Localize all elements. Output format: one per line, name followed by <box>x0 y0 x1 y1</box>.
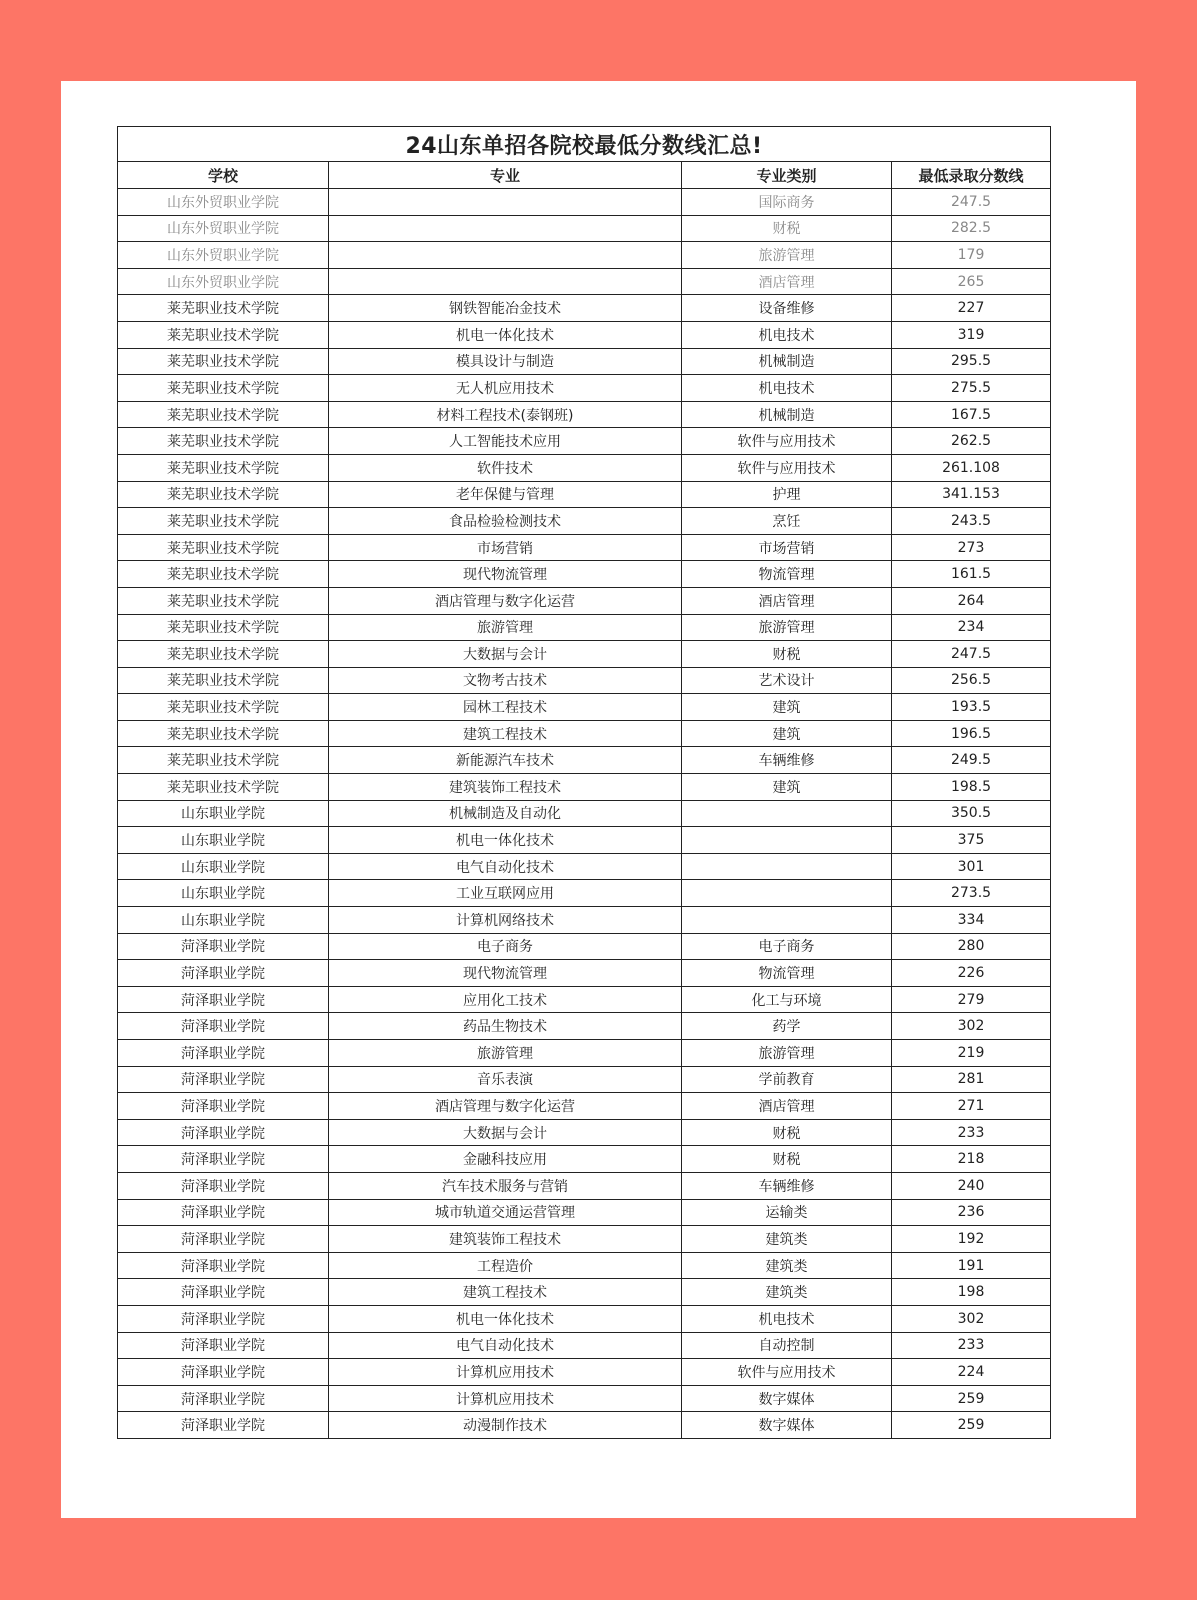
cell-school: 菏泽职业学院 <box>118 1252 329 1279</box>
cell-category: 软件与应用技术 <box>682 454 892 481</box>
cell-school: 菏泽职业学院 <box>118 1172 329 1199</box>
cell-major: 酒店管理与数字化运营 <box>329 587 682 614</box>
cell-major: 现代物流管理 <box>329 561 682 588</box>
cell-major <box>329 215 682 242</box>
cell-min-score: 262.5 <box>892 428 1051 455</box>
cell-major: 汽车技术服务与营销 <box>329 1172 682 1199</box>
cell-major: 大数据与会计 <box>329 1119 682 1146</box>
table-row <box>118 747 1051 774</box>
cell-major: 电气自动化技术 <box>329 853 682 880</box>
cell-min-score: 247.5 <box>892 189 1051 216</box>
paper-sheet <box>61 81 1136 1518</box>
table-row <box>118 960 1051 987</box>
cell-major: 建筑工程技术 <box>329 720 682 747</box>
cell-school: 菏泽职业学院 <box>118 933 329 960</box>
cell-major <box>329 242 682 269</box>
cell-category: 市场营销 <box>682 534 892 561</box>
cell-min-score: 234 <box>892 614 1051 641</box>
cell-category <box>682 827 892 854</box>
cell-school: 菏泽职业学院 <box>118 1412 329 1439</box>
cell-school: 莱芜职业技术学院 <box>118 641 329 668</box>
cell-min-score: 271 <box>892 1093 1051 1120</box>
cell-school: 莱芜职业技术学院 <box>118 720 329 747</box>
cell-min-score: 273.5 <box>892 880 1051 907</box>
cell-min-score: 275.5 <box>892 375 1051 402</box>
cell-school: 莱芜职业技术学院 <box>118 747 329 774</box>
cell-min-score: 261.108 <box>892 454 1051 481</box>
cell-school: 莱芜职业技术学院 <box>118 534 329 561</box>
cell-major: 模具设计与制造 <box>329 348 682 375</box>
cell-min-score: 375 <box>892 827 1051 854</box>
cell-category: 物流管理 <box>682 561 892 588</box>
cell-major: 园林工程技术 <box>329 694 682 721</box>
cell-category: 旅游管理 <box>682 1040 892 1067</box>
cell-major: 城市轨道交通运营管理 <box>329 1199 682 1226</box>
cell-major: 市场营销 <box>329 534 682 561</box>
table-row <box>118 933 1051 960</box>
cell-school: 山东职业学院 <box>118 853 329 880</box>
cell-school: 菏泽职业学院 <box>118 1119 329 1146</box>
table-body <box>118 189 1051 1439</box>
table-row <box>118 534 1051 561</box>
cell-category: 物流管理 <box>682 960 892 987</box>
cell-major: 电气自动化技术 <box>329 1332 682 1359</box>
cell-major <box>329 189 682 216</box>
cell-min-score: 265 <box>892 268 1051 295</box>
cell-school: 菏泽职业学院 <box>118 1093 329 1120</box>
cell-min-score: 226 <box>892 960 1051 987</box>
cell-min-score: 259 <box>892 1385 1051 1412</box>
table-row <box>118 508 1051 535</box>
cell-min-score: 249.5 <box>892 747 1051 774</box>
table-row <box>118 1013 1051 1040</box>
cell-category: 建筑类 <box>682 1252 892 1279</box>
table-row <box>118 1305 1051 1332</box>
cell-category: 财税 <box>682 215 892 242</box>
cell-min-score: 256.5 <box>892 667 1051 694</box>
cell-category: 机械制造 <box>682 401 892 428</box>
cell-category: 烹饪 <box>682 508 892 535</box>
cell-major: 动漫制作技术 <box>329 1412 682 1439</box>
cell-category: 学前教育 <box>682 1066 892 1093</box>
cell-major: 旅游管理 <box>329 614 682 641</box>
cell-category: 机电技术 <box>682 375 892 402</box>
cell-category: 运输类 <box>682 1199 892 1226</box>
cell-min-score: 334 <box>892 907 1051 934</box>
cell-school: 菏泽职业学院 <box>118 986 329 1013</box>
cell-category: 财税 <box>682 641 892 668</box>
cell-school: 菏泽职业学院 <box>118 960 329 987</box>
table-row <box>118 720 1051 747</box>
cell-min-score: 233 <box>892 1119 1051 1146</box>
cell-major: 建筑工程技术 <box>329 1279 682 1306</box>
cell-min-score: 302 <box>892 1013 1051 1040</box>
header-school: 学校 <box>118 162 329 189</box>
cell-major: 机电一体化技术 <box>329 827 682 854</box>
table-row <box>118 986 1051 1013</box>
cell-category <box>682 800 892 827</box>
cell-min-score: 301 <box>892 853 1051 880</box>
table-row <box>118 428 1051 455</box>
score-table-container <box>117 126 1050 1439</box>
table-row <box>118 1252 1051 1279</box>
cell-school: 莱芜职业技术学院 <box>118 587 329 614</box>
table-row <box>118 907 1051 934</box>
table-row <box>118 1226 1051 1253</box>
cell-min-score: 236 <box>892 1199 1051 1226</box>
cell-min-score: 218 <box>892 1146 1051 1173</box>
cell-major: 软件技术 <box>329 454 682 481</box>
cell-min-score: 319 <box>892 321 1051 348</box>
cell-min-score: 282.5 <box>892 215 1051 242</box>
cell-category: 财税 <box>682 1146 892 1173</box>
cell-major: 药品生物技术 <box>329 1013 682 1040</box>
cell-min-score: 279 <box>892 986 1051 1013</box>
cell-category: 数字媒体 <box>682 1385 892 1412</box>
cell-major: 建筑装饰工程技术 <box>329 774 682 801</box>
cell-school: 菏泽职业学院 <box>118 1359 329 1386</box>
cell-category: 国际商务 <box>682 189 892 216</box>
cell-school: 莱芜职业技术学院 <box>118 401 329 428</box>
cell-min-score: 196.5 <box>892 720 1051 747</box>
table-row <box>118 268 1051 295</box>
cell-major: 人工智能技术应用 <box>329 428 682 455</box>
cell-major: 计算机网络技术 <box>329 907 682 934</box>
cell-min-score: 198 <box>892 1279 1051 1306</box>
header-category: 专业类别 <box>682 162 892 189</box>
cell-min-score: 198.5 <box>892 774 1051 801</box>
cell-category <box>682 853 892 880</box>
cell-school: 菏泽职业学院 <box>118 1385 329 1412</box>
cell-school: 莱芜职业技术学院 <box>118 321 329 348</box>
cell-category: 建筑 <box>682 694 892 721</box>
cell-school: 莱芜职业技术学院 <box>118 667 329 694</box>
cell-min-score: 224 <box>892 1359 1051 1386</box>
cell-major: 机电一体化技术 <box>329 1305 682 1332</box>
table-row <box>118 1199 1051 1226</box>
cell-major: 建筑装饰工程技术 <box>329 1226 682 1253</box>
cell-school: 菏泽职业学院 <box>118 1146 329 1173</box>
cell-school: 莱芜职业技术学院 <box>118 375 329 402</box>
table-row <box>118 1359 1051 1386</box>
cell-major: 金融科技应用 <box>329 1146 682 1173</box>
table-row <box>118 827 1051 854</box>
cell-min-score: 281 <box>892 1066 1051 1093</box>
cell-school: 山东外贸职业学院 <box>118 268 329 295</box>
cell-major: 工业互联网应用 <box>329 880 682 907</box>
cell-school: 菏泽职业学院 <box>118 1040 329 1067</box>
cell-category: 软件与应用技术 <box>682 1359 892 1386</box>
header-row <box>118 162 1051 189</box>
cell-school: 山东职业学院 <box>118 800 329 827</box>
cell-min-score: 341.153 <box>892 481 1051 508</box>
table-row <box>118 694 1051 721</box>
cell-category: 化工与环境 <box>682 986 892 1013</box>
cell-school: 莱芜职业技术学院 <box>118 348 329 375</box>
cell-category: 酒店管理 <box>682 268 892 295</box>
cell-min-score: 280 <box>892 933 1051 960</box>
cell-school: 菏泽职业学院 <box>118 1013 329 1040</box>
cell-min-score: 192 <box>892 1226 1051 1253</box>
cell-school: 菏泽职业学院 <box>118 1305 329 1332</box>
cell-min-score: 233 <box>892 1332 1051 1359</box>
cell-category: 旅游管理 <box>682 614 892 641</box>
cell-major: 无人机应用技术 <box>329 375 682 402</box>
cell-school: 菏泽职业学院 <box>118 1226 329 1253</box>
cell-school: 山东职业学院 <box>118 907 329 934</box>
cell-min-score: 247.5 <box>892 641 1051 668</box>
cell-major: 食品检验检测技术 <box>329 508 682 535</box>
table-row <box>118 1040 1051 1067</box>
table-row <box>118 880 1051 907</box>
cell-min-score: 259 <box>892 1412 1051 1439</box>
cell-school: 莱芜职业技术学院 <box>118 428 329 455</box>
cell-major: 应用化工技术 <box>329 986 682 1013</box>
cell-major: 计算机应用技术 <box>329 1359 682 1386</box>
table-row <box>118 1093 1051 1120</box>
cell-school: 莱芜职业技术学院 <box>118 774 329 801</box>
cell-min-score: 161.5 <box>892 561 1051 588</box>
cell-min-score: 240 <box>892 1172 1051 1199</box>
table-row <box>118 1172 1051 1199</box>
cell-school: 菏泽职业学院 <box>118 1332 329 1359</box>
cell-school: 山东外贸职业学院 <box>118 242 329 269</box>
cell-min-score: 264 <box>892 587 1051 614</box>
cell-major: 酒店管理与数字化运营 <box>329 1093 682 1120</box>
cell-category: 酒店管理 <box>682 1093 892 1120</box>
cell-min-score: 273 <box>892 534 1051 561</box>
cell-min-score: 302 <box>892 1305 1051 1332</box>
cell-major: 电子商务 <box>329 933 682 960</box>
table-row <box>118 1412 1051 1439</box>
table-row <box>118 1146 1051 1173</box>
cell-major: 工程造价 <box>329 1252 682 1279</box>
table-row <box>118 348 1051 375</box>
cell-category: 电子商务 <box>682 933 892 960</box>
cell-school: 莱芜职业技术学院 <box>118 295 329 322</box>
cell-category: 建筑 <box>682 720 892 747</box>
table-row <box>118 1385 1051 1412</box>
cell-major: 现代物流管理 <box>329 960 682 987</box>
table-row <box>118 800 1051 827</box>
cell-category: 自动控制 <box>682 1332 892 1359</box>
cell-category: 财税 <box>682 1119 892 1146</box>
cell-major: 大数据与会计 <box>329 641 682 668</box>
cell-school: 莱芜职业技术学院 <box>118 508 329 535</box>
cell-category: 软件与应用技术 <box>682 428 892 455</box>
table-row <box>118 481 1051 508</box>
table-row <box>118 189 1051 216</box>
cell-category: 建筑类 <box>682 1279 892 1306</box>
header-major: 专业 <box>329 162 682 189</box>
table-row <box>118 215 1051 242</box>
table-row <box>118 1066 1051 1093</box>
cell-category: 建筑 <box>682 774 892 801</box>
cell-major: 材料工程技术(泰钢班) <box>329 401 682 428</box>
cell-school: 山东职业学院 <box>118 827 329 854</box>
cell-category: 酒店管理 <box>682 587 892 614</box>
cell-major: 钢铁智能冶金技术 <box>329 295 682 322</box>
table-row <box>118 375 1051 402</box>
cell-min-score: 350.5 <box>892 800 1051 827</box>
cell-school: 莱芜职业技术学院 <box>118 614 329 641</box>
cell-category: 机电技术 <box>682 1305 892 1332</box>
table-row <box>118 561 1051 588</box>
cell-min-score: 193.5 <box>892 694 1051 721</box>
cell-category: 药学 <box>682 1013 892 1040</box>
table-row <box>118 587 1051 614</box>
table-title: 24山东单招各院校最低分数线汇总! <box>118 127 1051 162</box>
cell-school: 山东外贸职业学院 <box>118 189 329 216</box>
cell-min-score: 167.5 <box>892 401 1051 428</box>
cell-school: 菏泽职业学院 <box>118 1199 329 1226</box>
cell-min-score: 295.5 <box>892 348 1051 375</box>
cell-major: 文物考古技术 <box>329 667 682 694</box>
table-row <box>118 641 1051 668</box>
table-row <box>118 614 1051 641</box>
cell-category: 机械制造 <box>682 348 892 375</box>
cell-min-score: 243.5 <box>892 508 1051 535</box>
cell-major: 机电一体化技术 <box>329 321 682 348</box>
cell-category: 旅游管理 <box>682 242 892 269</box>
table-row <box>118 853 1051 880</box>
cell-category <box>682 880 892 907</box>
cell-min-score: 179 <box>892 242 1051 269</box>
table-row <box>118 321 1051 348</box>
cell-category: 数字媒体 <box>682 1412 892 1439</box>
cell-category: 护理 <box>682 481 892 508</box>
cell-category <box>682 907 892 934</box>
table-row <box>118 454 1051 481</box>
cell-min-score: 219 <box>892 1040 1051 1067</box>
cell-category: 设备维修 <box>682 295 892 322</box>
cell-school: 山东外贸职业学院 <box>118 215 329 242</box>
table-row <box>118 295 1051 322</box>
cell-school: 莱芜职业技术学院 <box>118 561 329 588</box>
cell-school: 莱芜职业技术学院 <box>118 481 329 508</box>
cell-major <box>329 268 682 295</box>
cell-school: 山东职业学院 <box>118 880 329 907</box>
table-row <box>118 401 1051 428</box>
cell-school: 莱芜职业技术学院 <box>118 454 329 481</box>
cell-category: 车辆维修 <box>682 1172 892 1199</box>
table-row <box>118 1332 1051 1359</box>
cell-category: 车辆维修 <box>682 747 892 774</box>
table-row <box>118 242 1051 269</box>
cell-category: 艺术设计 <box>682 667 892 694</box>
cell-school: 菏泽职业学院 <box>118 1066 329 1093</box>
cell-school: 菏泽职业学院 <box>118 1279 329 1306</box>
table-row <box>118 774 1051 801</box>
cell-major: 计算机应用技术 <box>329 1385 682 1412</box>
cell-major: 老年保健与管理 <box>329 481 682 508</box>
cell-major: 旅游管理 <box>329 1040 682 1067</box>
cell-category: 建筑类 <box>682 1226 892 1253</box>
cell-category: 机电技术 <box>682 321 892 348</box>
cell-min-score: 227 <box>892 295 1051 322</box>
score-table <box>117 126 1051 1439</box>
header-min-score: 最低录取分数线 <box>892 162 1051 189</box>
table-row <box>118 1279 1051 1306</box>
cell-school: 莱芜职业技术学院 <box>118 694 329 721</box>
cell-major: 机械制造及自动化 <box>329 800 682 827</box>
cell-major: 音乐表演 <box>329 1066 682 1093</box>
cell-major: 新能源汽车技术 <box>329 747 682 774</box>
table-row <box>118 1119 1051 1146</box>
table-row <box>118 667 1051 694</box>
cell-min-score: 191 <box>892 1252 1051 1279</box>
